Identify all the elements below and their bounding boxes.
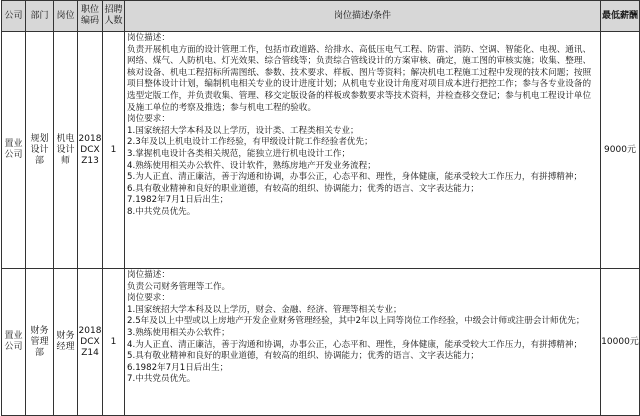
table-row (2, 269, 640, 416)
header-row (2, 1, 640, 32)
header-count: 招聘人数 (103, 1, 125, 32)
desc-line: 8.中共党员优先。 (127, 206, 196, 217)
cell-description (125, 269, 601, 416)
desc-line: 4.为人正直、清正廉洁，善于沟通和协调，办事公正，心态平和、理性，身体健康，能承受较大工作压力，有拼搏精神； (127, 339, 583, 350)
desc-line: 岗位描述： (127, 270, 170, 280)
header-position: 岗位 (54, 1, 78, 32)
cell-code: 2018DCXZ13 (78, 32, 103, 269)
desc-line: 负责开展机电方面的设计管理工作，包括市政道路、给排水、高低压电气工程、防雷、消防、空调、智能化、电视、通讯、网络、煤气、人防机电、灯光效果、综合管线等；负责综合管线设计的方案审核、确定，施工图的审核实施；收集、整理、核对设备、机电工程招标所需图纸、参数、技术要求、样板、图片等资料；解决机电工程施工过程中发现的技术问题；按照项目整体设计计划，编制机电相关专业的设计进度计划；从机电专业设计角度对项目成本进行把控工作；参与各专业设备的选型定版工作，并负责收集、管理、移交定版设备的样板或参数要求等技术资料，并检查移交登记；参与机电工程设计单位及施工单位的考察及推选；参与机电工程的验收。 (127, 44, 592, 113)
desc-line: 3.掌握机电设计各类相关规范，能独立进行机电设计工作； (127, 148, 351, 159)
cell-department: 财务管理部 (26, 269, 54, 416)
cell-description (125, 32, 601, 269)
desc-line: 7.中共党员优先。 (127, 374, 196, 385)
cell-salary: 9000元 (601, 32, 640, 269)
desc-line: 5.为人正直、清正廉洁，善于沟通和协调，办事公正，心态平和、理性，身体健康，能承受较大工作压力，有拼搏精神； (127, 172, 583, 183)
desc-line: 7.1982年7月1日后出生； (127, 195, 229, 206)
desc-line: 6.具有敬业精神和良好的职业道德，有较高的组织、协调能力；优秀的语言、文字表达能力； (127, 183, 479, 194)
cell-position: 财务经理 (54, 269, 78, 416)
table-row (2, 32, 640, 269)
header-company: 公司 (2, 1, 26, 32)
header-department: 部门 (26, 1, 54, 32)
cell-count: 1 (103, 269, 125, 416)
desc-line: 岗位描述： (127, 33, 170, 43)
cell-code: 2018DCXZ14 (78, 269, 103, 416)
desc-line: 6.1982年7月1日后出生； (127, 362, 229, 373)
desc-line: 负责公司财务管理等工作。 (127, 281, 231, 292)
cell-company: 置业公司 (2, 269, 26, 416)
header-salary: 最低薪酬 (601, 1, 640, 32)
desc-line: 1.国家统招大学本科及以上学历，设计类、工程类相关专业； (127, 125, 359, 136)
desc-line: 岗位要求： (127, 114, 170, 125)
header-code: 职位编码 (78, 1, 103, 32)
cell-department: 规划设计部 (26, 32, 54, 269)
desc-line: 2.3年及以上机电设计工作经验，有甲级设计院工作经验者优先； (127, 137, 373, 148)
desc-line: 1.国家统招大学本科及以上学历，财会、金融、经济、管理等相关专业； (127, 304, 402, 315)
desc-line: 2.5年及以上中型或以上房地产开发企业财务管理经验，其中2年以上同等岗位工作经验，中级会计师或注册会计师优先； (127, 316, 585, 327)
cell-salary: 10000元 (601, 269, 640, 416)
cell-position: 机电设计师 (54, 32, 78, 269)
recruitment-table (1, 0, 640, 416)
header-description: 岗位描述/条件 (125, 1, 601, 32)
desc-line: 3.熟练使用相关办公软件； (127, 327, 230, 338)
desc-line: 岗位要求： (127, 293, 170, 304)
desc-line: 4.熟练使用相关办公软件、设计软件，熟练房地产开发业务流程； (127, 160, 376, 171)
cell-count: 1 (103, 32, 125, 269)
cell-company: 置业公司 (2, 32, 26, 269)
desc-line: 5.具有敬业精神和良好的职业道德，有较高的组织、协调能力；优秀的语言、文字表达能力； (127, 351, 479, 362)
